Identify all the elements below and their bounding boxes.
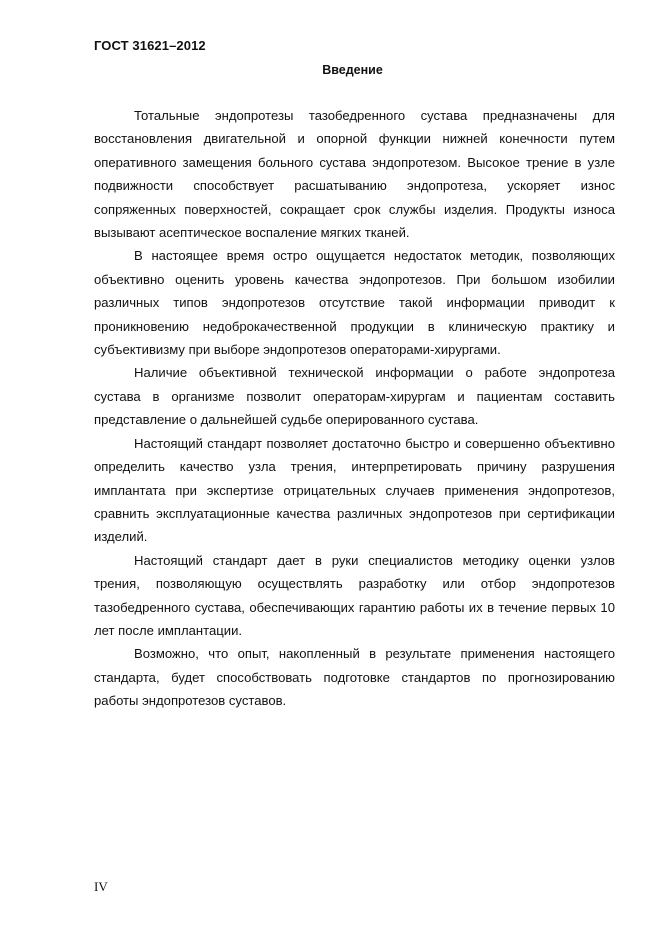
document-code: ГОСТ 31621–2012 xyxy=(94,38,206,53)
paragraph: Возможно, что опыт, накопленный в результате применения настоящего стандарта, будет способствовать подготовке стандартов по прогнозированию работы эндопротезов суставов. xyxy=(94,646,615,709)
page-number: IV xyxy=(94,879,108,894)
paragraph: Настоящий стандарт дает в руки специалистов методику оценки узлов трения, позволяющую осуществлять разработку или отбор эндопротезов тазобедренного сустава, обеспечивающих гарантию работы их в течение первых 10 лет после имплантации. xyxy=(94,552,615,638)
section-title: Введение xyxy=(322,63,383,77)
paragraph: В настоящее время остро ощущается недостаток методик, позволяющих объективно оценить уровень качества эндопротезов. При большом изобилии различных типов эндопротезов отсутствие такой информации приводит к проникновению недоброкачественной продукции в клиническую практику и субъективизму при выборе эндопротезов операторами-хирургами. xyxy=(94,248,615,358)
paragraph: Настоящий стандарт позволяет достаточно быстро и совершенно объективно определить качество узла трения, интерпретировать причину разрушения имплантата при экспертизе отрицательных случаев применения эндопротезов, сравнить эксплуатационные качества различных эндопротезов при сертификации изделий. xyxy=(94,435,615,545)
body-text xyxy=(94,104,615,713)
paragraph: Наличие объективной технической информации о работе эндопротеза сустава в организме позволит операторам-хирургам и пациентам составить представление о дальнейшей судьбе оперированного сустава. xyxy=(94,365,615,428)
paragraph: Тотальные эндопротезы тазобедренного сустава предназначены для восстановления двигательной и опорной функции нижней конечности путем оперативного замещения больного сустава эндопротезом. Высокое трение в узле подвижности способствует расшатыванию эндопротеза, ускоряет износ сопряженных поверхностей, сокращает срок службы изделия. Продукты износа вызывают асептическое воспаление мягких тканей. xyxy=(94,108,615,241)
